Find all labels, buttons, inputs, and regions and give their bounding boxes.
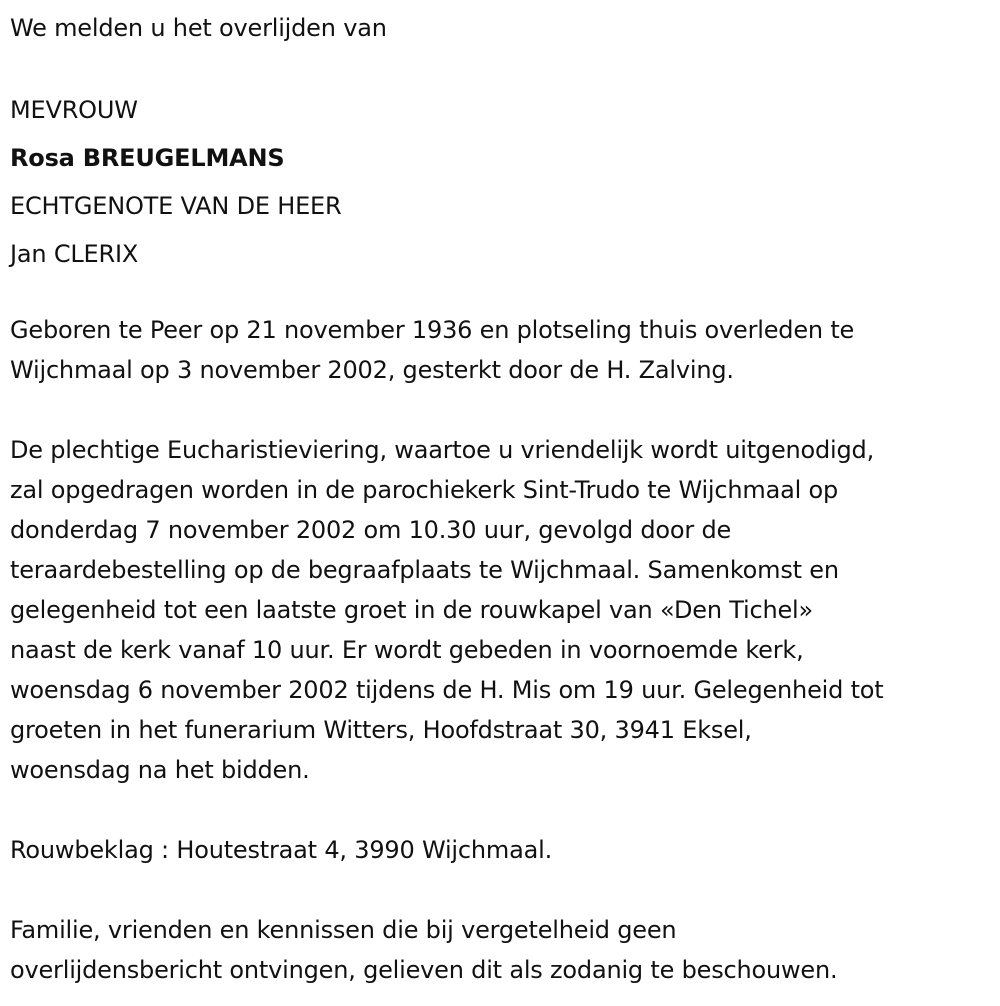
deceased-name: Rosa BREUGELMANS	[10, 144, 285, 172]
condolence-address: Rouwbeklag : Houtestraat 4, 3990 Wijchmaal.	[10, 836, 552, 864]
paragraph-line: overlijdensbericht ontvingen, gelieven dit als zodanig te beschouwen.	[10, 956, 838, 984]
paragraph-line: Geboren te Peer op 21 november 1936 en plotseling thuis overleden te	[10, 316, 855, 344]
honorific: MEVROUW	[10, 96, 138, 124]
paragraph-line: teraardebestelling op de begraafplaats te Wijchmaal. Samenkomst en	[10, 556, 839, 584]
birth-death-paragraph	[10, 310, 854, 390]
closing-paragraph	[10, 910, 837, 990]
relation-text: ECHTGENOTE VAN DE HEER	[10, 192, 342, 220]
paragraph-line: Familie, vrienden en kennissen die bij vergetelheid geen	[10, 916, 677, 944]
paragraph-line: zal opgedragen worden in de parochiekerk Sint-Trudo te Wijchmaal op	[10, 476, 839, 504]
paragraph-line: Wijchmaal op 3 november 2002, gesterkt door de H. Zalving.	[10, 356, 734, 384]
paragraph-line: groeten in het funerarium Witters, Hoofdstraat 30, 3941 Eksel,	[10, 716, 752, 744]
deceased-block	[10, 86, 342, 278]
paragraph-line: De plechtige Eucharistieviering, waartoe u vriendelijk wordt uitgenodigd,	[10, 436, 875, 464]
paragraph-line: woensdag na het bidden.	[10, 756, 310, 784]
spouse-name: Jan CLERIX	[10, 240, 139, 268]
paragraph-line: naast de kerk vanaf 10 uur. Er wordt gebeden in voornoemde kerk,	[10, 636, 804, 664]
paragraph-line: woensdag 6 november 2002 tijdens de H. Mis om 19 uur. Gelegenheid tot	[10, 676, 884, 704]
intro-text: We melden u het overlijden van	[10, 14, 387, 42]
paragraph-line: gelegenheid tot een laatste groet in de rouwkapel van «Den Tichel»	[10, 596, 814, 624]
ceremony-paragraph	[10, 430, 883, 790]
paragraph-line: donderdag 7 november 2002 om 10.30 uur, gevolgd door de	[10, 516, 732, 544]
condolence-paragraph	[10, 830, 552, 870]
